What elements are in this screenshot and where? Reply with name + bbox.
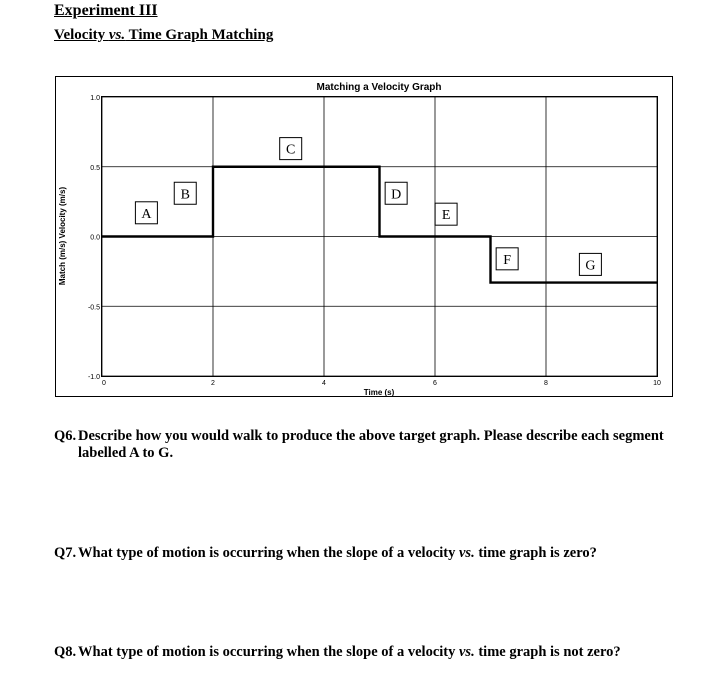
y-tick-label: 1.0 <box>90 95 100 102</box>
subtitle-post: Time Graph Matching <box>125 27 274 43</box>
q7-text-pre: What type of motion is occurring when the slope of a velocity <box>78 545 459 561</box>
question-6 <box>54 428 694 462</box>
chart-title: Matching a Velocity Graph <box>316 82 442 93</box>
segment-label: E <box>441 208 451 224</box>
q6-text: Describe how you would walk to produce the above target graph. Please describe each segment <box>78 428 664 444</box>
segment-label: D <box>391 187 402 203</box>
x-tick-label: 10 <box>653 380 661 387</box>
question-7 <box>54 545 597 562</box>
y-tick-label: -0.5 <box>87 304 100 312</box>
x-tick-label: 6 <box>433 380 437 387</box>
subtitle-pre: Velocity <box>54 27 109 43</box>
q7-text-post: time graph is zero? <box>474 545 597 561</box>
x-tick-label: 4 <box>322 380 326 387</box>
q6-text-continued: labelled A to G. <box>78 445 174 461</box>
y-tick-label: 0.0 <box>90 234 100 242</box>
segment-label: G <box>585 258 596 274</box>
q8-text-vs: vs. <box>459 644 475 660</box>
y-tick-label: -1.0 <box>87 374 100 381</box>
question-8 <box>54 644 621 661</box>
velocity-time-chart <box>55 76 674 398</box>
x-axis-label: Time (s) <box>363 388 395 397</box>
x-tick-label: 0 <box>102 380 106 387</box>
y-tick-label: 0.5 <box>90 164 100 172</box>
q7-number: Q7. <box>54 545 77 561</box>
q8-number: Q8. <box>54 644 77 660</box>
experiment-title: Experiment III <box>54 2 158 19</box>
segment-label: F <box>503 252 512 268</box>
graph-matching-subtitle <box>54 27 273 44</box>
y-axis-label: Match (m/s) Velocity (m/s) <box>58 186 67 286</box>
q8-text-pre: What type of motion is occurring when the slope of a velocity <box>78 644 459 660</box>
q8-text-post: time graph is not zero? <box>474 644 621 660</box>
segment-label: B <box>180 187 190 203</box>
segment-label: A <box>141 206 152 222</box>
q7-text-vs: vs. <box>459 545 475 561</box>
segment-label: C <box>286 142 296 158</box>
q6-number: Q6. <box>54 428 77 444</box>
subtitle-vs: vs. <box>108 27 126 43</box>
x-tick-label: 8 <box>544 380 548 387</box>
x-tick-label: 2 <box>211 380 215 387</box>
